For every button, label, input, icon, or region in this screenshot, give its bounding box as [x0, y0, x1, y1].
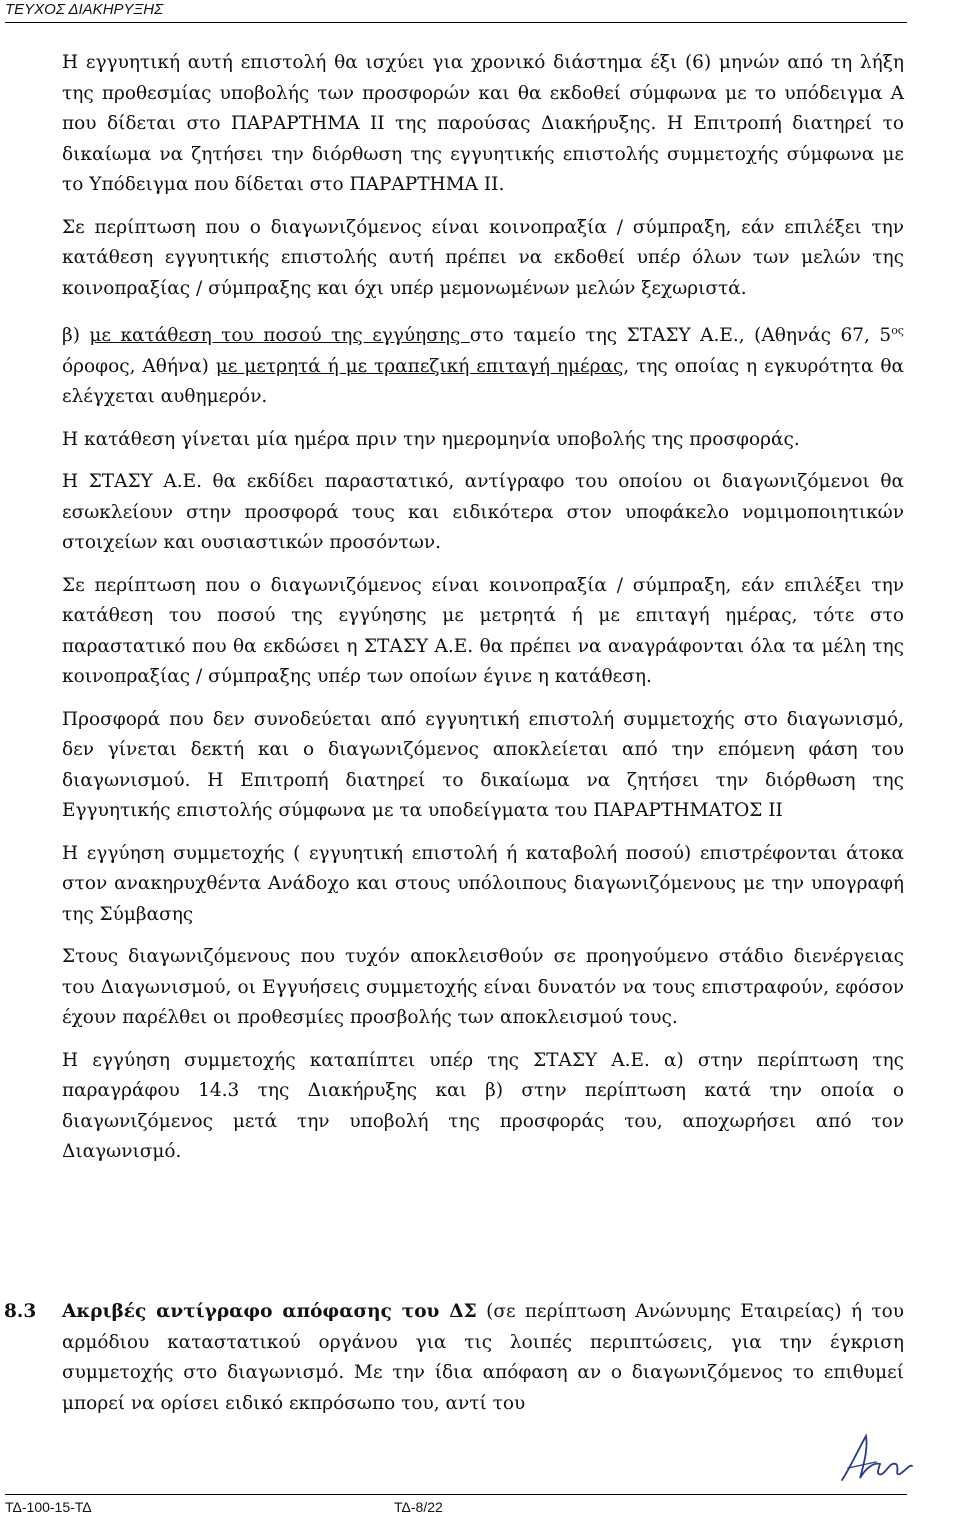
page-header [5, 0, 907, 23]
paragraph-exclusion: Προσφορά που δεν συνοδεύεται από εγγυητική επιστολή συμμετοχής στο διαγωνισμό, δεν γίνεται δεκτή και ο διαγωνιζόμενος αποκλείεται από την επόμενη φάση του διαγωνισμού. Η Επιτροπή διατηρεί το δικαίωμα να ζητήσει την διόρθωση της Εγγυητικής επιστολής σύμφωνα με τα υποδείγματα του ΠΑΡΑΡΤΗΜΑΤΟΣ ΙΙ [62, 708, 904, 822]
paragraph-cash-deposit [62, 316, 904, 413]
paragraph-receipt: Η ΣΤΑΣΥ Α.Ε. θα εκδίδει παραστατικό, αντίγραφο του οποίου οι διαγωνιζόμενοι θα εσωκλείουν στην προσφορά τους και ειδικότερα στον υποφάκελο νομιμοποιητικών στοιχείων και ουσιαστικών προσόντων. [62, 471, 904, 554]
section-body: (σε περίπτωση Ανώνυμης Εταιρείας) ή του αρμόδιου καταστατικού οργάνου για τις λοιπές περιπτώσεις, για την έγκριση συμμετοχής στο διαγωνισμό. Με την ίδια απόφαση αν ο διαγωνιζόμενος το επιθυμεί μπορεί να ορίσει ειδικό εκπρόσωπο του, αντί του [62, 1301, 905, 1414]
paragraph-validity: Η εγγυητική αυτή επιστολή θα ισχύει για χρονικό διάστημα έξι (6) μηνών από τη λήξη της προθεσμίας υποβολής των προσφορών και θα εκδοθεί σύμφωνα με το υπόδειγμα Α που δίδεται στο ΠΑΡΑΡΤΗΜΑ ΙΙ της παρούσας Διακήρυξης. Η Επιτροπή διατηρεί το δικαίωμα να ζητήσει την διόρθωση της εγγυητικής επιστολής συμμετοχής σύμφωνα με το Υπόδειγμα που δίδεται στο ΠΑΡΑΡΤΗΜΑ ΙΙ. [62, 52, 904, 195]
footer-document-code: ΤΔ-100-15-ΤΔ [5, 1499, 92, 1515]
deposit-floor: όροφος, Αθήνα) [62, 355, 216, 377]
handwritten-signature [836, 1428, 916, 1492]
deposit-address: στο ταμείο της ΣΤΑΣΥ Α.Ε., (Αθηνάς 67, 5 [469, 325, 892, 347]
paragraph-excluded-return: Στους διαγωνιζόμενους που τυχόν αποκλεισθούν σε προηγούμενο στάδιο διενέργειας του Διαγωνισμού, οι Εγγυήσεις συμμετοχής είναι δυνατόν να τους επιστραφούν, εφόσον έχουν παρέλθει οι προθεσμίες προσβολής των αποκλεισμού τους. [62, 946, 904, 1029]
paragraph-return: Η εγγύηση συμμετοχής ( εγγυητική επιστολή ή καταβολή ποσού) επιστρέφονται άτοκα στον ανακηρυχθέντα Ανάδοχο και στους υπόλοιπους διαγωνιζόμενους με την υπογραφή της Σύμβασης [62, 842, 904, 925]
footer-page-number: ΤΔ-8/22 [394, 1499, 443, 1515]
deposit-underlined-2: με μετρητά ή με τραπεζική επιταγή ημέρας [215, 355, 624, 377]
deposit-underlined-1: με κατάθεση του ποσού της εγγύησης [89, 325, 470, 347]
paragraph-forfeit: Η εγγύηση συμμετοχής καταπίπτει υπέρ της ΣΤΑΣΥ Α.Ε. α) στην περίπτωση της παραγράφου 14.3 της Διακήρυξης και β) στην περίπτωση κατά την οποία ο διαγωνιζόμενος μετά την υποβολή της προσφοράς του, αποχωρήσει από τον Διαγωνισμό. [62, 1049, 904, 1163]
paragraph-consortium-letter: Σε περίπτωση που ο διαγωνιζόμενος είναι κοινοπραξία / σύμπραξη, εάν επιλέξει την κατάθεση εγγυητικής επιστολής αυτή πρέπει να εκδοθεί υπέρ όλων των μελών της κοινοπραξίας / σύμπραξης και όχι υπέρ μεμονωμένων μελών ξεχωριστά. [62, 216, 904, 299]
paragraph-consortium-deposit: Σε περίπτωση που ο διαγωνιζόμενος είναι κοινοπραξία / σύμπραξη, εάν επιλέξει την κατάθεση του ποσού της εγγύησης με μετρητά ή με επιταγή ημέρας, τότε στο παραστατικό που θα εκδώσει η ΣΤΑΣΥ Α.Ε. θα πρέπει να αναγράφονται όλα τα μέλη της κοινοπραξίας / σύμπραξης υπέρ των οποίων έγινε η κατάθεση. [62, 574, 904, 688]
paragraph-deposit-date: Η κατάθεση γίνεται μία ημέρα πριν την ημερομηνία υποβολής της προσφοράς. [62, 428, 800, 450]
section-bold-title: Ακριβές αντίγραφο απόφασης του ΔΣ [62, 1301, 477, 1322]
section-number: 8.3 [4, 1301, 37, 1322]
footer-divider [5, 1494, 907, 1495]
deposit-validity: , της οποίας η εγκυρότητα θα ελέγχεται αυθημερόν. [62, 355, 904, 408]
floor-superscript: ος [891, 324, 904, 337]
section-8-3 [0, 1297, 904, 1419]
document-body [62, 48, 904, 1180]
section-text [62, 1297, 904, 1419]
document-title: ΤΕΥΧΟΣ ΔΙΑΚΗΡΥΞΗΣ [5, 1, 164, 18]
deposit-prefix: β) [62, 325, 90, 347]
